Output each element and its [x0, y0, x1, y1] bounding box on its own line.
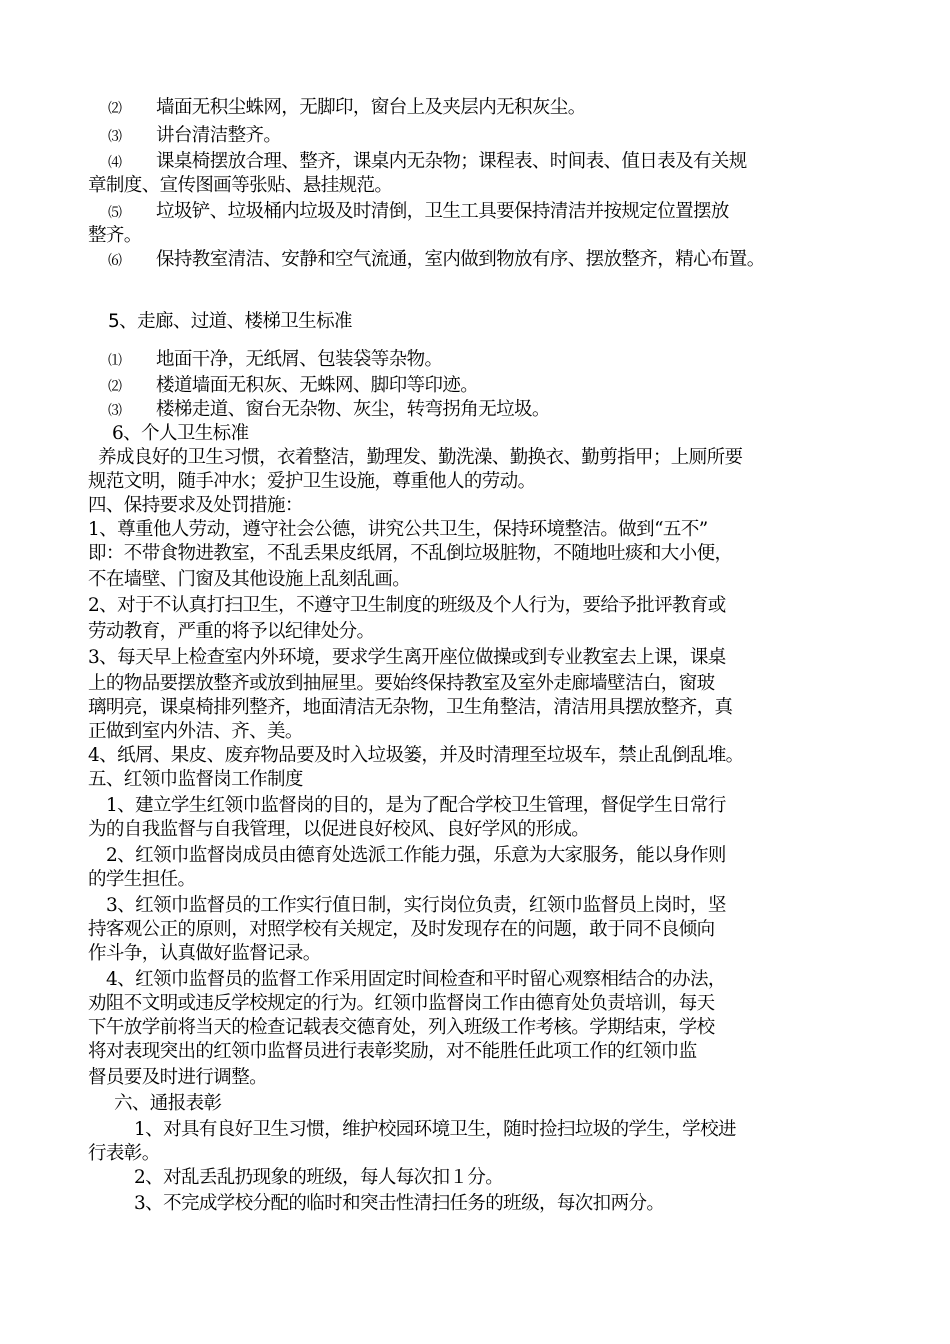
section5-line: 为的自我监督与自我管理，以促进良好校风、良好学风的形成。	[88, 819, 590, 840]
section5-line: 督员要及时进行调整。	[88, 1067, 268, 1088]
section5-line: 3、红领巾监督员的工作实行值日制，实行岗位负责，红领巾监督员上岗时，坚	[106, 895, 726, 916]
corridor-heading: 5、走廊、过道、楼梯卫生标准	[108, 311, 352, 332]
section5-line: 4、红领巾监督员的监督工作采用固定时间检查和平时留心观察相结合的办法，	[106, 969, 726, 990]
section5-line: 下午放学前将当天的检查记载表交德育处，列入班级工作考核。学期结束，学校	[88, 1017, 715, 1038]
section6-line: 2、对乱丢乱扔现象的班级，每人每次扣１分。	[134, 1167, 504, 1188]
section6-heading: 六、通报表彰	[114, 1093, 222, 1114]
item-number: ⑶	[108, 129, 122, 145]
section5-line: 持客观公正的原则，对照学校有关规定，及时发现存在的问题，敢于同不良倾向	[88, 919, 715, 940]
section4-line: 3、每天早上检查室内外环境，要求学生离开座位做操或到专业教室去上课，课桌	[88, 647, 726, 668]
section4-line: 即：不带食物进教室，不乱丢果皮纸屑，不乱倒垃圾脏物，不随地吐痰和大小便，	[88, 543, 733, 564]
classroom-item-4-cont: 章制度、宣传图画等张贴、悬挂规范。	[88, 175, 393, 196]
section4-line: 不在墙壁、门窗及其他设施上乱刻乱画。	[88, 569, 411, 590]
personal-line-2: 规范文明，随手冲水；爱护卫生设施，尊重他人的劳动。	[88, 471, 536, 492]
item-text: 墙面无积尘蛛网，无脚印，窗台上及夹层内无积灰尘。	[156, 97, 586, 118]
section6-line: 1、对具有良好卫生习惯，维护校园环境卫生，随时捡扫垃圾的学生，学校进	[134, 1119, 736, 1140]
item-number: ⑹	[108, 253, 122, 269]
item-number: ⑵	[108, 101, 122, 117]
section5-heading: 五、红领巾监督岗工作制度	[88, 769, 303, 790]
item-text: 地面干净，无纸屑、包装袋等杂物。	[156, 349, 443, 370]
item-number: ⑵	[108, 379, 122, 395]
item-number: ⑶	[108, 403, 122, 419]
item-number: ⑴	[108, 353, 122, 369]
section4-line: 上的物品要摆放整齐或放到抽屉里。要始终保持教室及室外走廊墙壁洁白，窗玻	[88, 673, 715, 694]
section5-line: 的学生担任。	[88, 869, 196, 890]
item-text: 楼道墙面无积灰、无蛛网、脚印等印迹。	[156, 375, 479, 396]
section4-line: 璃明亮，课桌椅排列整齐，地面清洁无杂物，卫生角整洁，清洁用具摆放整齐，真	[88, 697, 733, 718]
item-text: 课桌椅摆放合理、整齐，课桌内无杂物；课程表、时间表、值日表及有关规	[156, 151, 747, 172]
item-text: 楼梯走道、窗台无杂物、灰尘，转弯拐角无垃圾。	[156, 399, 550, 420]
corridor-item-3	[108, 398, 908, 423]
section5-line: 1、建立学生红领巾监督岗的目的，是为了配合学校卫生管理，督促学生日常行	[106, 795, 726, 816]
item-text: 讲台清洁整齐。	[156, 125, 282, 146]
corridor-item-1	[108, 348, 908, 373]
item-number: ⑸	[108, 205, 122, 221]
corridor-item-2	[108, 374, 908, 399]
section4-line: 2、对于不认真打扫卫生，不遵守卫生制度的班级及个人行为，要给予批评教育或	[88, 595, 726, 616]
item-text: 垃圾铲、垃圾桶内垃圾及时清倒，卫生工具要保持清洁并按规定位置摆放	[156, 201, 729, 222]
item-number: ⑷	[108, 155, 122, 171]
section5-line: 2、红领巾监督岗成员由德育处选派工作能力强，乐意为大家服务，能以身作则	[106, 845, 726, 866]
section6-line: 行表彰。	[88, 1143, 160, 1164]
section5-line: 将对表现突出的红领巾监督员进行表彰奖励，对不能胜任此项工作的红领巾监	[88, 1041, 697, 1062]
classroom-item-5	[108, 200, 908, 225]
classroom-item-5-cont: 整齐。	[88, 225, 142, 246]
item-text: 保持教室清洁、安静和空气流通，室内做到物放有序、摆放整齐，精心布置。	[156, 249, 765, 270]
section5-line: 作斗争，认真做好监督记录。	[88, 943, 321, 964]
personal-line-1: 养成良好的卫生习惯，衣着整洁，勤理发、勤洗澡、勤换衣、勤剪指甲；上厕所要	[98, 447, 743, 468]
section5-line: 劝阻不文明或违反学校规定的行为。红领巾监督岗工作由德育处负责培训，每天	[88, 993, 715, 1014]
classroom-item-2	[108, 96, 908, 121]
section4-line: 劳动教育，严重的将予以纪律处分。	[88, 621, 375, 642]
classroom-item-4	[108, 150, 908, 175]
section4-line: 1、尊重他人劳动，遵守社会公德，讲究公共卫生，保持环境整洁。做到“五不”	[88, 519, 708, 540]
personal-heading: 6、个人卫生标准	[112, 423, 249, 444]
classroom-item-3	[108, 124, 908, 149]
classroom-item-6	[108, 248, 908, 273]
section4-line: 4、纸屑、果皮、废弃物品要及时入垃圾篓，并及时清理至垃圾车，禁止乱倒乱堆。	[88, 745, 744, 766]
section6-line: 3、不完成学校分配的临时和突击性清扫任务的班级，每次扣两分。	[134, 1193, 665, 1214]
section4-heading: 四、保持要求及处罚措施：	[88, 495, 303, 516]
section4-line: 正做到室内外洁、齐、美。	[88, 721, 303, 742]
